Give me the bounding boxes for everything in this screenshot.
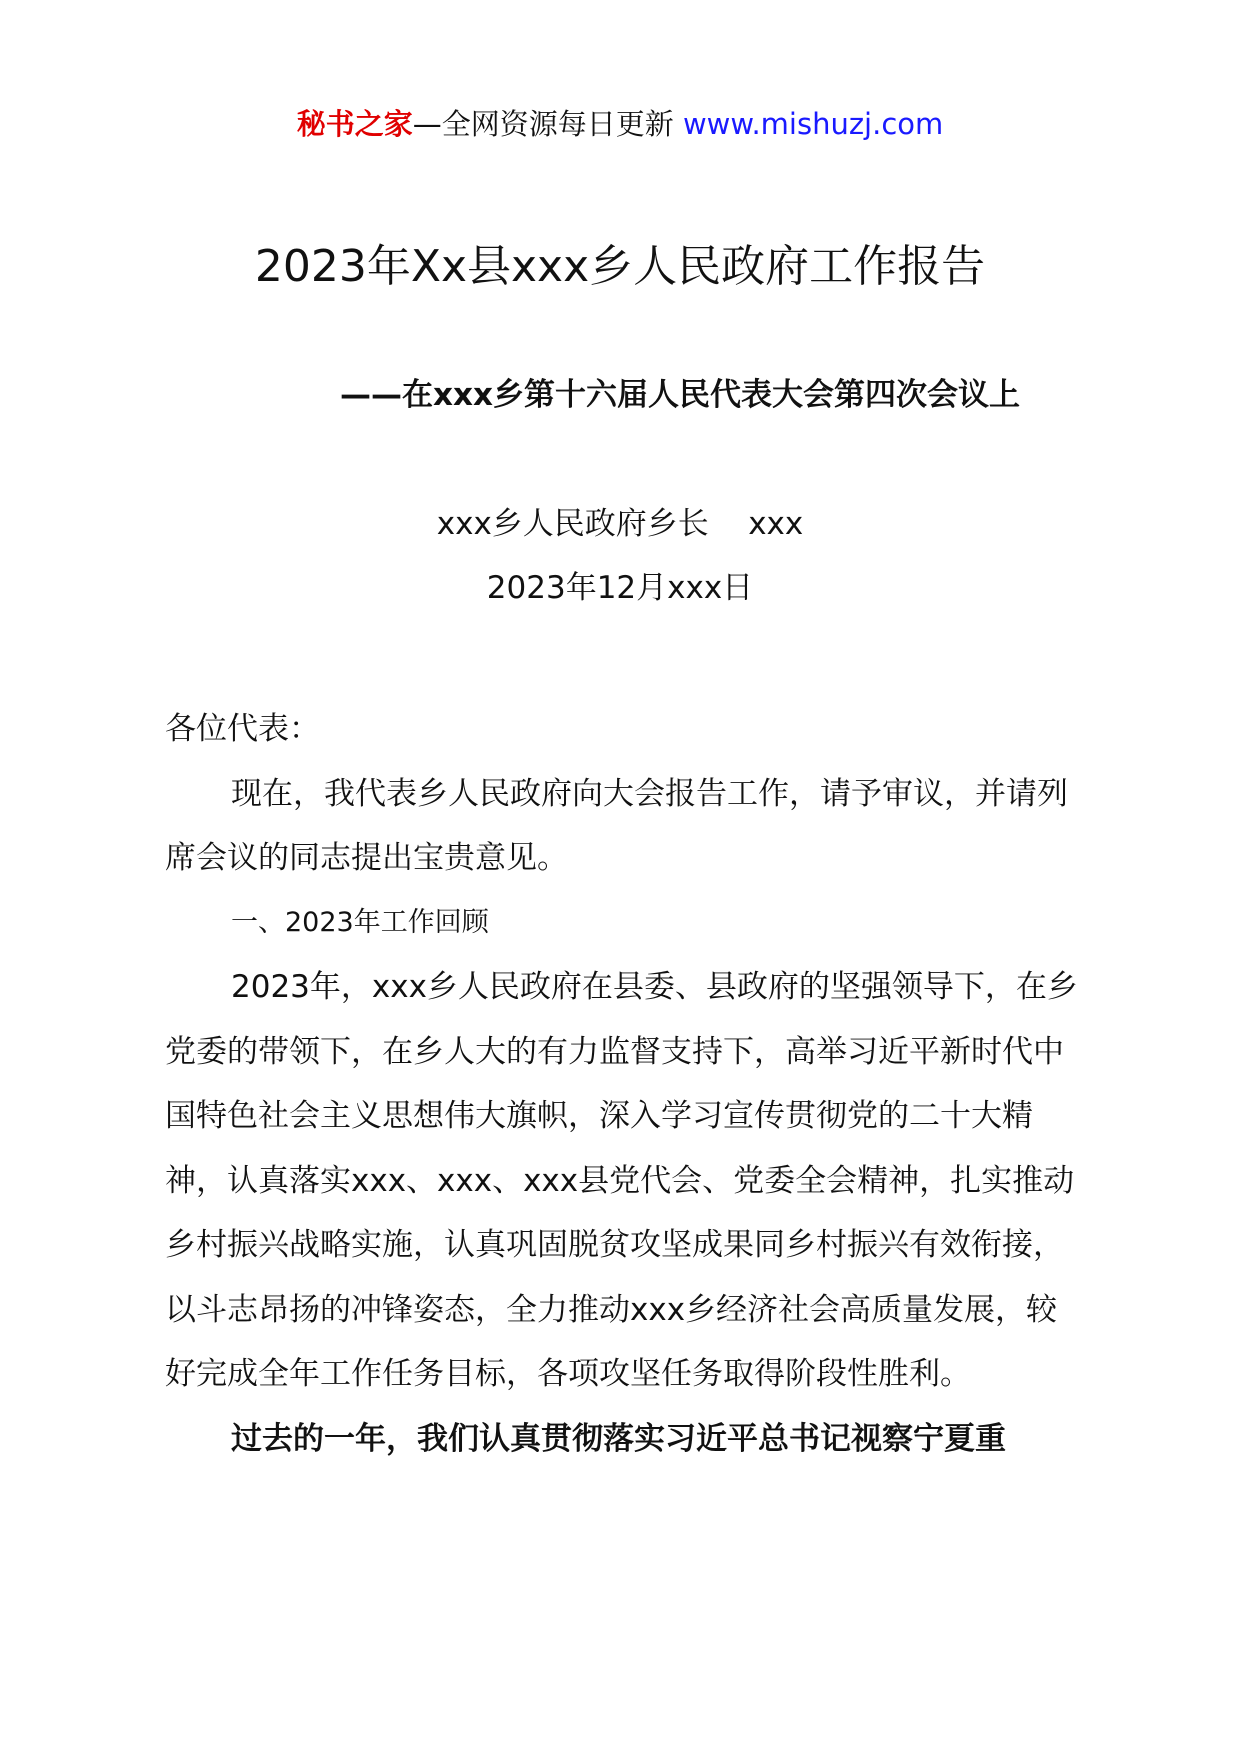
header-tagline: —全网资源每日更新: [412, 107, 674, 141]
author-line: xxx乡人民政府乡长 xxx: [436, 506, 804, 542]
section-heading: 一、2023年工作回顾: [231, 906, 489, 938]
date-line: 2023年12月xxx日: [486, 570, 754, 606]
site-header: [0, 104, 1240, 144]
brand-name: 秘书之家: [296, 107, 413, 141]
document-title: 2023年Xx县xxx乡人民政府工作报告: [254, 241, 986, 292]
document-body: [165, 697, 1085, 1471]
body-paragraph: 2023年，xxx乡人民政府在县委、县政府的坚强领导下，在乡党委的带领下，在乡人大的有力监督支持下，高举习近平新时代中国特色社会主义思想伟大旗帜，深入学习宣传贯彻党的二十大精神，认真落实xxx、xxx、xxx县党代会、党委全会精神，扎实推动乡村振兴战略实施，认真巩固脱贫攻坚成果同乡村振兴有效衔接，以斗志昂扬的冲锋姿态，全力推动xxx乡经济社会高质量发展，较好完成全年工作任务目标，各项攻坚任务取得阶段性胜利。: [165, 969, 1078, 1392]
intro-paragraph: 现在，我代表乡人民政府向大会报告工作，请予审议，并请列席会议的同志提出宝贵意见。: [165, 775, 1068, 876]
site-url-link[interactable]: www.mishuzj.com: [682, 107, 944, 141]
bold-paragraph: 过去的一年，我们认真贯彻落实习近平总书记视察宁夏重: [231, 1420, 1006, 1457]
salutation: 各位代表：: [165, 711, 320, 747]
document-subtitle: ——在xxx乡第十六届人民代表大会第四次会议上: [340, 377, 1020, 413]
